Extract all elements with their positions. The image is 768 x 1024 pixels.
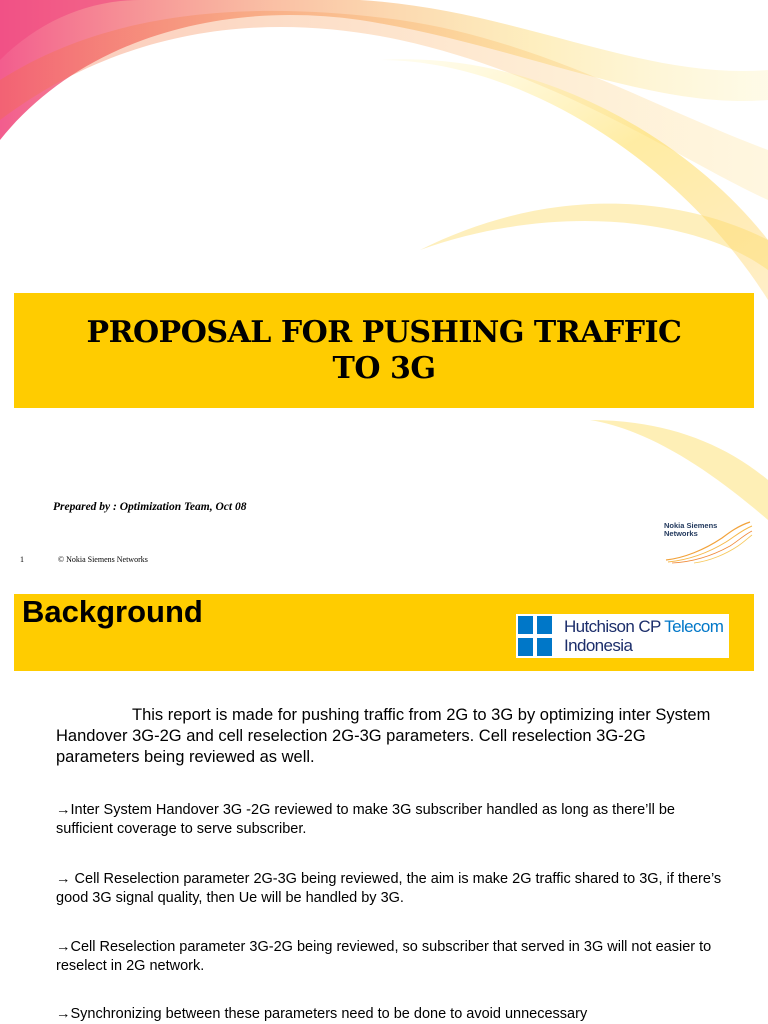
bullet-item: →Synchronizing between these parameters need to be done to avoid unnecessary [56,1006,588,1022]
title-line-2: TO 3G [332,350,436,386]
prepared-by: Prepared by : Optimization Team, Oct 08 [53,501,247,513]
intro-text: This report is made for pushing traffic from 2G to 3G by optimizing inter System Handover 3G-2G and cell reselection 2G-3G parameters. Cell reselection 3G-2G parameters being reviewed as well. [56,706,711,766]
copyright-text: © Nokia Siemens Networks [58,555,148,564]
indonesia-word: Indonesia [564,636,633,655]
hutchison-wordmark [564,617,723,655]
nokia-siemens-logo [664,520,754,564]
bullet-item: → Cell Reselection parameter 2G-3G being reviewed, the aim is make 2G traffic shared to 3G, if there’s good 3G signal quality, then Ue will be handled by 3G. [56,871,722,906]
title-line-1: PROPOSAL FOR PUSHING TRAFFIC [86,314,682,350]
logo-line-1: Nokia Siemens [664,521,718,530]
hutchison-logo [516,614,729,658]
hutchison-word: Hutchison CP [564,617,665,636]
intro-paragraph [56,705,726,768]
section-title: Background [22,594,203,629]
logo-text [664,522,744,538]
hutchison-grid-icon [518,616,552,656]
bullet-item: →Inter System Handover 3G -2G reviewed to make 3G subscriber handled as long as there’ll be sufficient coverage to serve subscriber. [56,802,675,837]
slide-title [74,315,694,387]
telecom-word: Telecom [664,617,724,636]
hutchison-line-1 [564,617,723,636]
title-band [14,293,754,408]
bullet-item: →Cell Reselection parameter 3G-2G being reviewed, so subscriber that served in 3G will not easier to reselect in 2G network. [56,939,712,974]
logo-line-2: Networks [664,529,698,538]
background-slide [0,580,768,1024]
page-number: 1 [20,555,24,564]
header-band [14,594,754,671]
